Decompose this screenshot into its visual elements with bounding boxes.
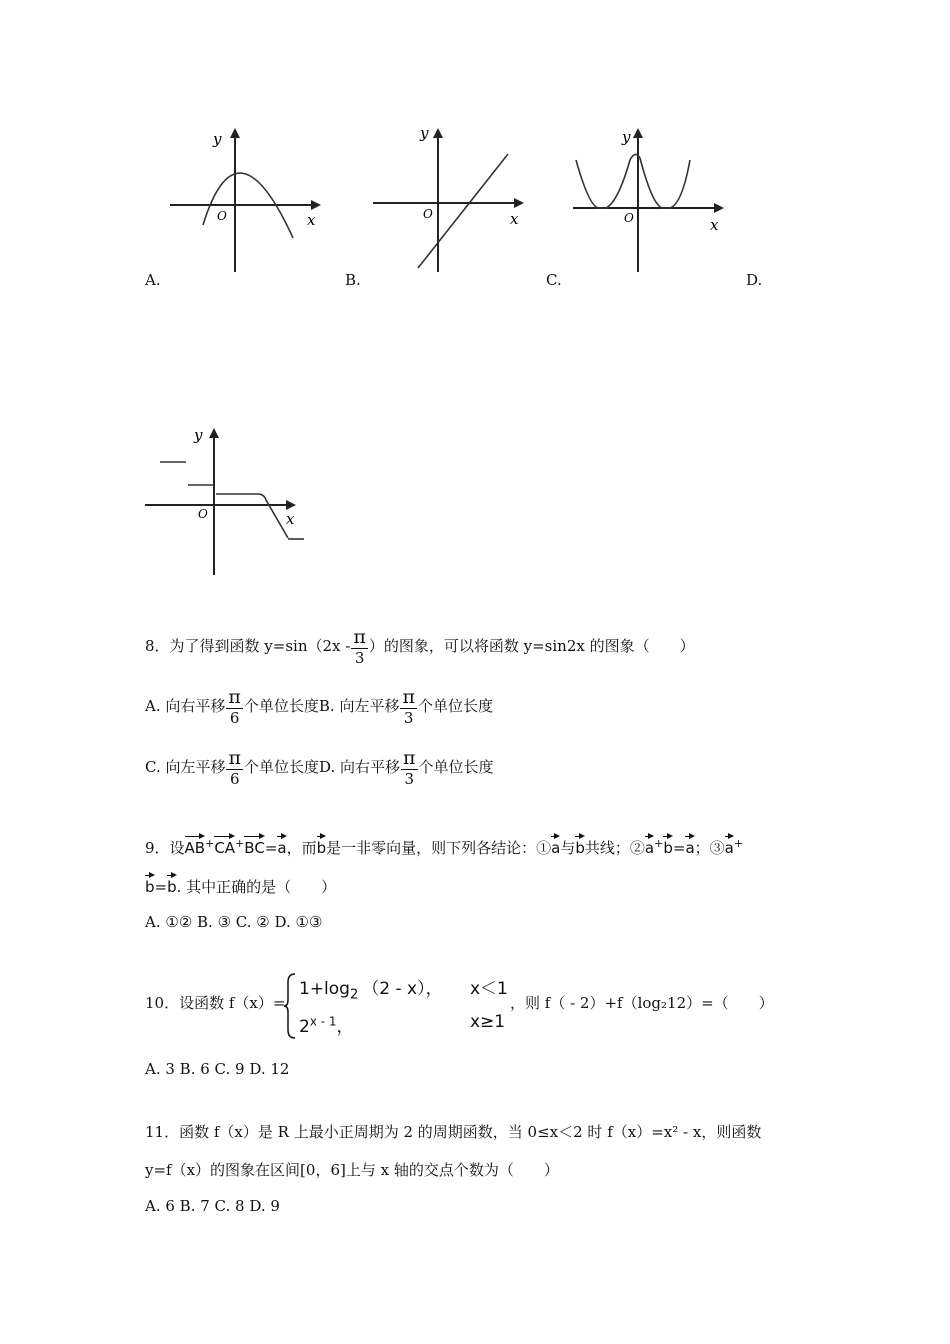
q8-stem-post: ）的图象，可以将函数 y=sin2x 的图象（ ）: [368, 637, 695, 655]
fraction-pi-over-3: [400, 688, 417, 726]
plus: +: [205, 837, 215, 850]
case2-comma: ，: [336, 1017, 354, 1037]
q9-pre: 9．设: [145, 839, 185, 857]
graph-a: [165, 120, 325, 280]
q10-post: ，则 f（ - 2）+f（log₂12）=（ ）: [510, 994, 774, 1012]
origin-label: O: [624, 211, 634, 225]
numerator: π: [228, 747, 241, 769]
fraction-pi-over-6: [226, 749, 243, 787]
question-9-stem-line2: [145, 872, 336, 897]
vector-a: a: [551, 833, 560, 857]
fraction-pi-over-3: [401, 749, 418, 787]
q9-text: ，而: [286, 839, 317, 857]
case-1-condition: x＜1: [470, 979, 508, 999]
vector-b: b: [663, 833, 673, 857]
axis-y-label: y: [194, 426, 203, 444]
case-2-condition: x≥1: [470, 1012, 506, 1032]
q9-text: 与: [560, 839, 576, 857]
option-b-label: B.: [345, 271, 361, 289]
q9-text: 是一非零向量，则下列各结论：①: [326, 839, 552, 857]
q8-option-a-post: 个单位长度: [243, 697, 319, 715]
question-11-stem-line2: y=f（x）的图象在区间[0，6]上与 x 轴的交点个数为（ ）: [145, 1161, 559, 1179]
option-c-label: C.: [546, 271, 562, 289]
question-8-options-ab: [145, 688, 493, 726]
graph-d: [140, 420, 320, 585]
axis-x-label: x: [307, 211, 316, 229]
equals: =: [672, 839, 686, 857]
q8-option-d-post: 个单位长度: [418, 758, 494, 776]
case2-base: 2: [299, 1017, 310, 1037]
vector-ca: CA: [214, 833, 235, 857]
vector-a: a: [277, 833, 286, 857]
vector-ab: AB: [185, 833, 206, 857]
equals: =: [154, 878, 168, 896]
q8-option-b-pre: B. 向左平移: [318, 697, 400, 715]
axis-x-label: x: [286, 510, 295, 528]
q10-pre: 10．设函数 f（x）=: [145, 994, 286, 1012]
question-11-stem-line1: 11．函数 f（x）是 R 上最小正周期为 2 的周期函数，当 0≤x＜2 时 f（x）=x² - x，则函数: [145, 1123, 762, 1141]
vector-b: b: [145, 872, 155, 896]
q8-option-c-post: 个单位长度: [243, 758, 319, 776]
graph-c: [570, 120, 730, 280]
case-2: [299, 1012, 354, 1037]
axis-x-label: x: [510, 210, 519, 228]
denominator: 3: [354, 649, 365, 667]
left-brace-icon: [283, 972, 297, 1040]
plus: +: [654, 837, 664, 850]
vector-b: b: [317, 833, 327, 857]
axis-y-label: y: [622, 128, 631, 146]
numerator: π: [403, 747, 416, 769]
axis-y-label: y: [420, 124, 429, 142]
case1-arg: （2 - x），: [362, 979, 443, 999]
q8-option-c-pre: C. 向左平移: [145, 758, 226, 776]
denominator: 6: [229, 709, 240, 727]
case1-sub: 2: [349, 987, 359, 1003]
fraction-pi-over-3: [351, 628, 368, 666]
q8-option-d-pre: D. 向右平移: [319, 758, 401, 776]
denominator: 3: [403, 709, 414, 727]
vector-bc: BC: [244, 833, 265, 857]
q8-option-a-pre: A. 向右平移: [145, 697, 226, 715]
option-d-label: D.: [746, 271, 763, 289]
fraction-pi-over-6: [226, 688, 243, 726]
question-10-options: A. 3 B. 6 C. 9 D. 12: [145, 1060, 290, 1078]
vector-a: a: [645, 833, 654, 857]
vector-a: a: [725, 833, 734, 857]
axis-x-label: x: [710, 216, 719, 234]
case-1: [299, 974, 443, 1002]
equals: =: [264, 839, 278, 857]
case2-exponent: x - 1: [309, 1014, 337, 1029]
q9-text: 共线；②: [584, 839, 645, 857]
denominator: 3: [404, 770, 415, 788]
origin-label: O: [217, 209, 227, 223]
axis-y-label: y: [213, 130, 222, 148]
q8-option-b-post: 个单位长度: [417, 697, 493, 715]
numerator: π: [353, 626, 366, 648]
denominator: 6: [229, 770, 240, 788]
plus: +: [733, 837, 744, 850]
vector-a: a: [685, 833, 694, 857]
origin-label: O: [423, 207, 433, 221]
plus: +: [235, 837, 245, 850]
option-a-label: A.: [145, 271, 161, 289]
question-8-options-cd: [145, 749, 494, 787]
case1-expr: 1+log: [299, 979, 350, 999]
q9-text: . 其中正确的是（ ）: [176, 878, 337, 896]
question-8-stem: [145, 628, 695, 666]
question-9-stem-line1: [145, 833, 743, 858]
q8-stem-pre: 8．为了得到函数 y=sin（2x -: [145, 637, 351, 655]
question-11-options: A. 6 B. 7 C. 8 D. 9: [145, 1197, 280, 1215]
question-9-options: A. ①② B. ③ C. ② D. ①③: [145, 913, 323, 931]
vector-b: b: [167, 872, 177, 896]
origin-label: O: [198, 507, 208, 521]
graph-b: [370, 120, 530, 280]
numerator: π: [402, 686, 415, 708]
q9-text: ；③: [694, 839, 725, 857]
vector-b: b: [575, 833, 585, 857]
numerator: π: [228, 686, 241, 708]
